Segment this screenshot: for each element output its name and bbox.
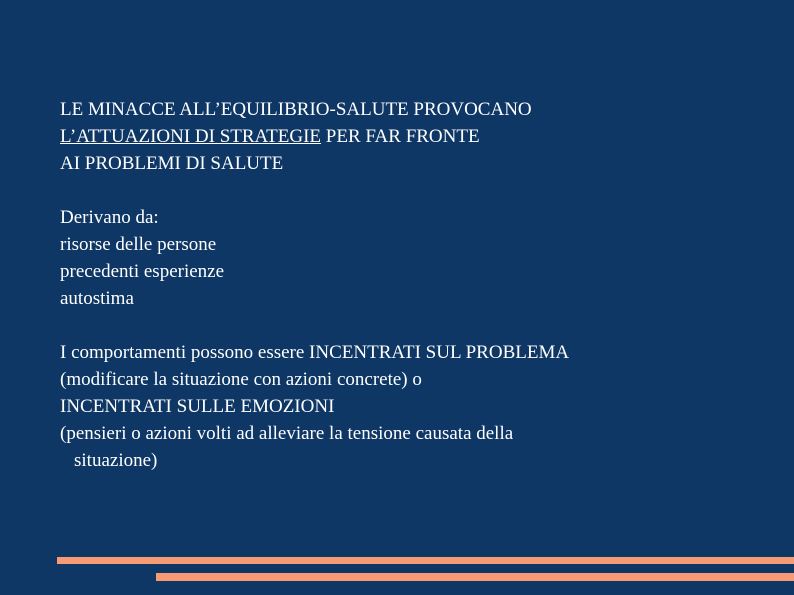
accent-bar-bottom [156, 573, 794, 581]
sources-item: autostima [60, 288, 134, 309]
heading-line-1: LE MINACCE ALL’EQUILIBRIO-SALUTE PROVOCANO [60, 99, 532, 120]
slide-content [60, 96, 760, 474]
heading-underlined-text: L’ATTUAZIONI DI STRATEGIE [60, 126, 322, 147]
behaviours-line-1: I comportamenti possono essere INCENTRATI SUL PROBLEMA [60, 342, 570, 363]
sources-item: precedenti esperienze [60, 261, 225, 282]
heading-line-3: AI PROBLEMI DI SALUTE [60, 153, 284, 174]
spacer [60, 177, 760, 204]
behaviours-line-3: INCENTRATI SULLE EMOZIONI [60, 396, 335, 417]
heading-line-2-rest: PER FAR FRONTE [321, 126, 480, 147]
sources-intro: Derivano da: [60, 207, 159, 228]
behaviours-line-2: (modificare la situazione con azioni concrete) o [60, 369, 422, 390]
heading-line-2 [60, 123, 760, 150]
accent-bar-top [57, 557, 794, 564]
behaviours-block [60, 339, 760, 474]
sources-block [60, 204, 760, 312]
heading-block [60, 96, 760, 177]
sources-item: risorse delle persone [60, 234, 217, 255]
behaviours-line-4: (pensieri o azioni volti ad alleviare la tensione causata della [60, 423, 514, 444]
behaviours-line-5: situazione) [74, 450, 158, 471]
spacer [60, 312, 760, 339]
